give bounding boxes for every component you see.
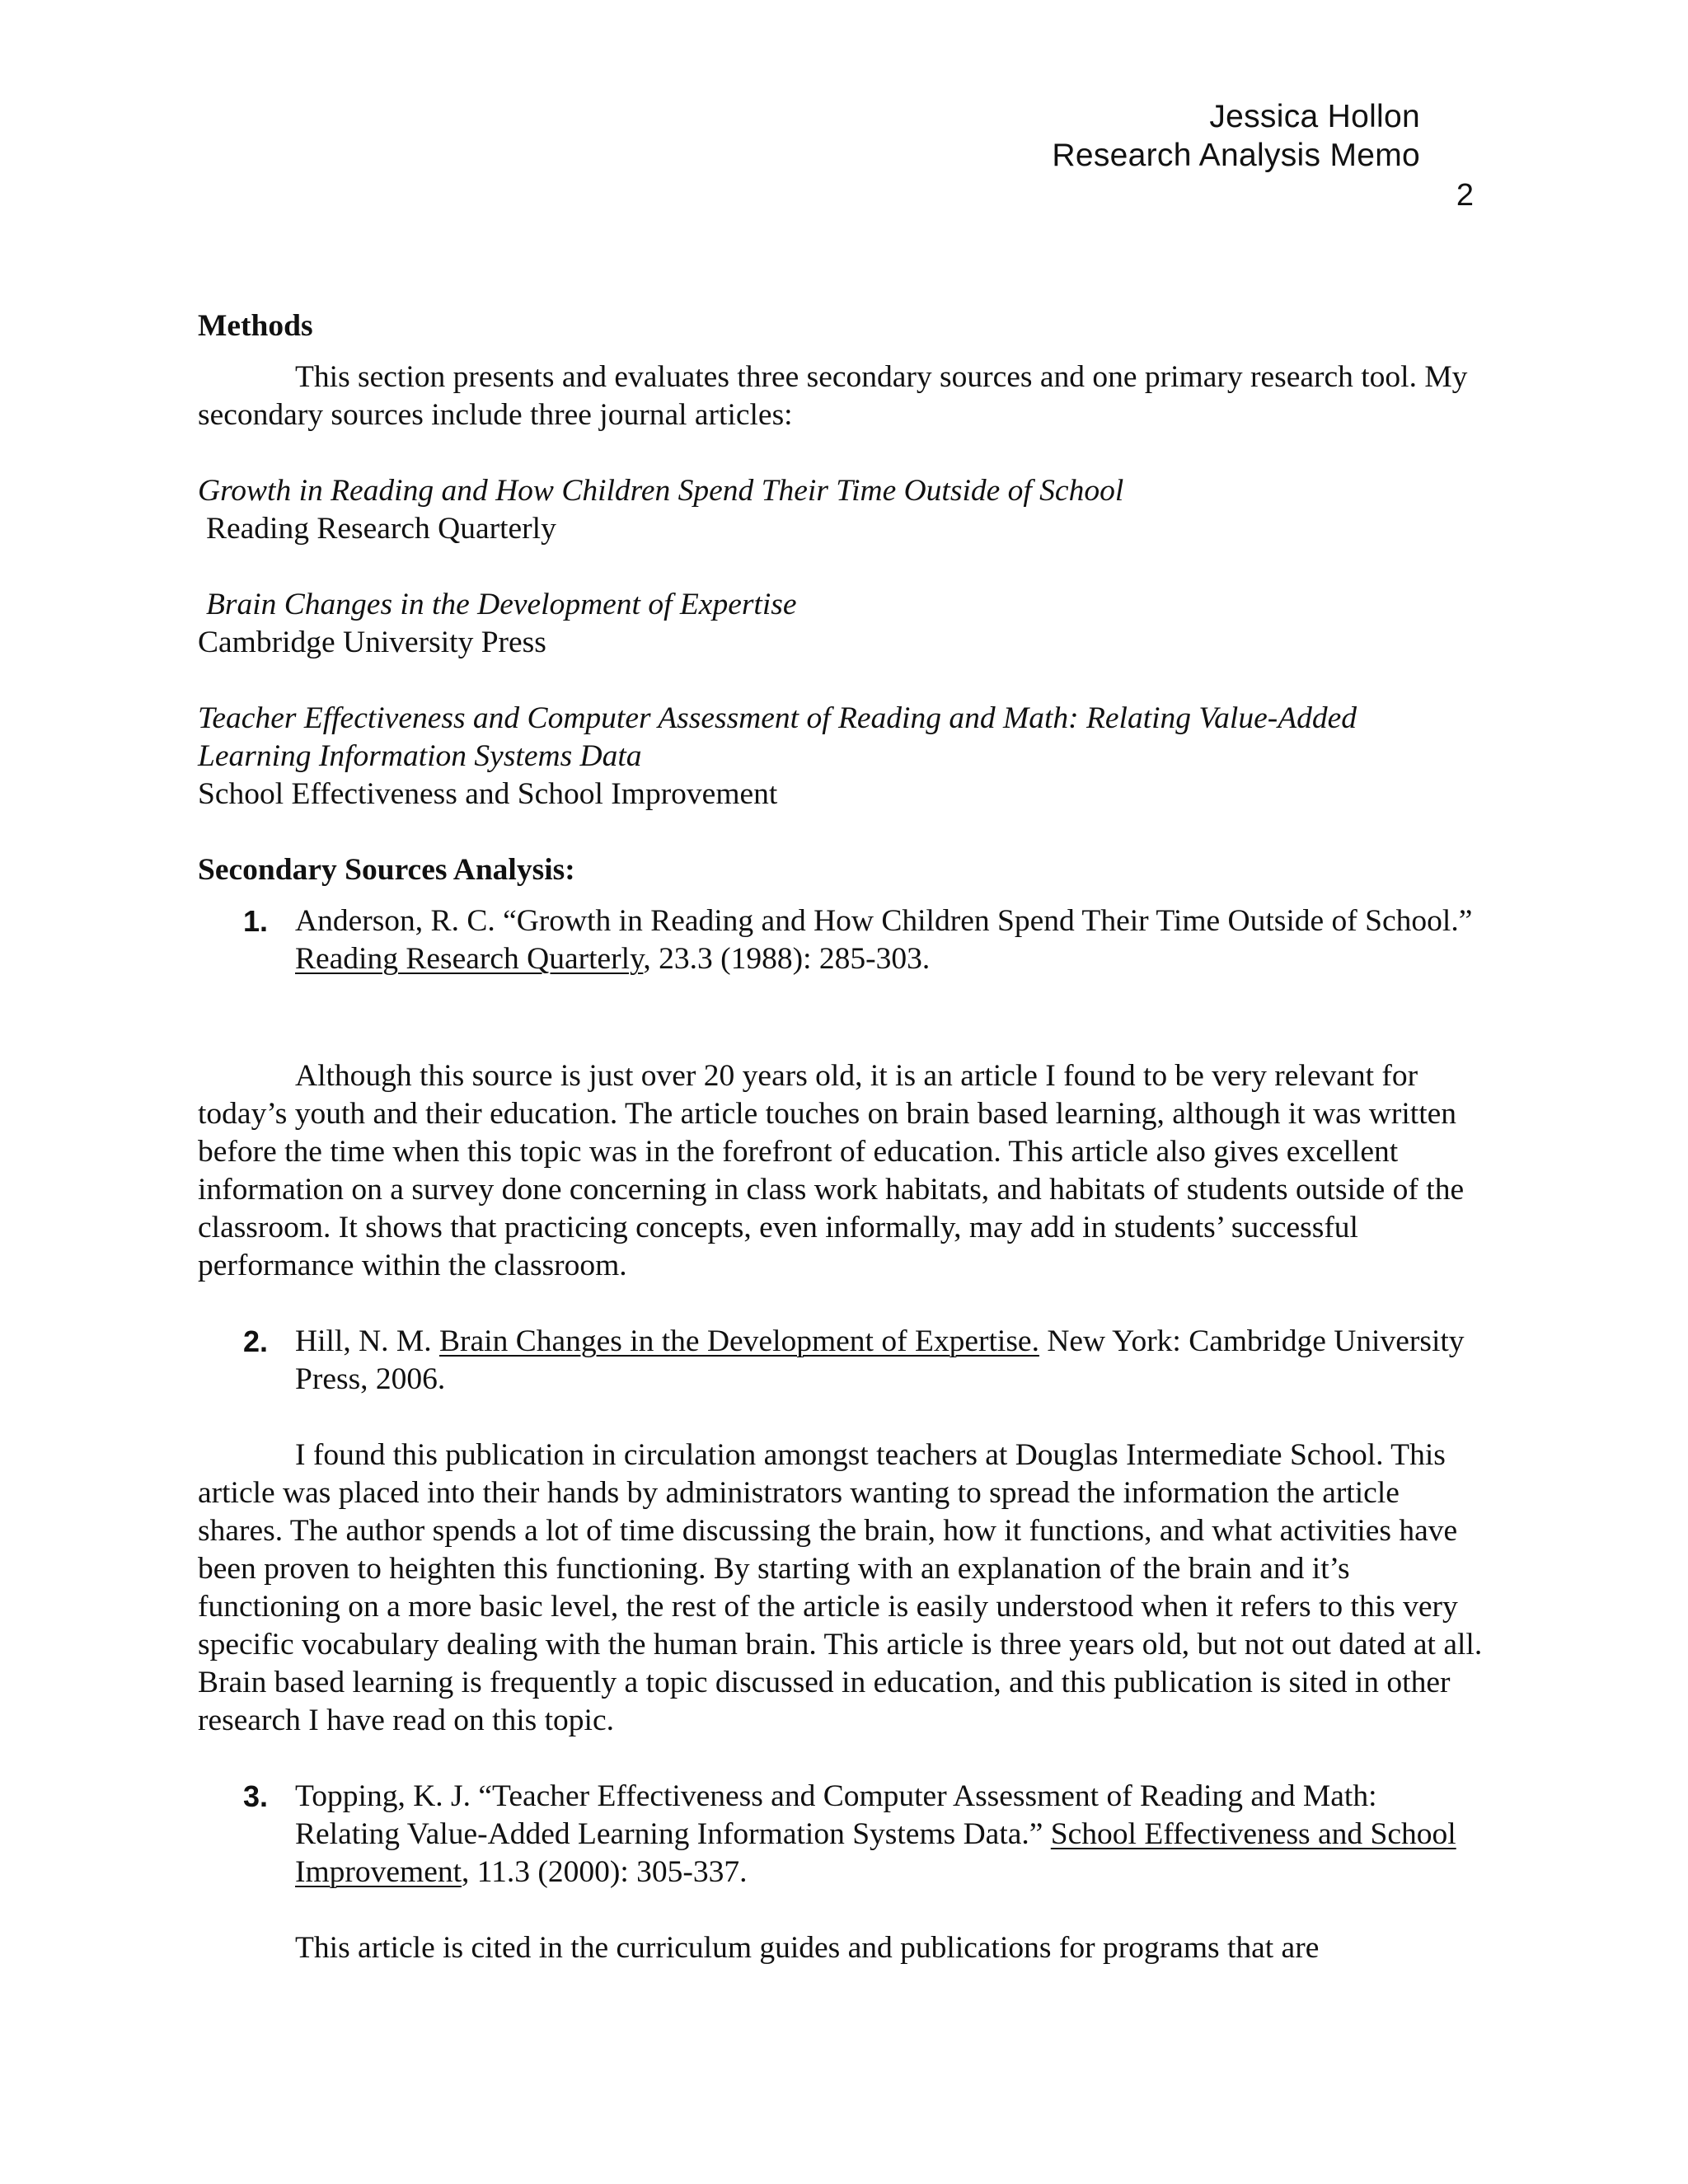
source-title: Teacher Effectiveness and Computer Assessment of Reading and Math: Relating Value-Added Learning Information Systems Data: [198, 701, 1357, 773]
memo-body: [198, 307, 1484, 1967]
running-header: [1052, 97, 1420, 175]
citation-publication: School Effectiveness and School Improvement: [295, 1817, 1456, 1889]
citation-number: 3.: [243, 1779, 269, 1813]
citation-item: [243, 1778, 1484, 1891]
citation-number: 2.: [243, 1324, 269, 1358]
citation-publication: Reading Research Quarterly: [295, 942, 644, 976]
citation-text: [295, 1778, 1484, 1891]
source-title: Growth in Reading and How Children Spend Their Time Outside of School: [198, 474, 1124, 508]
citation-text: [295, 1323, 1484, 1399]
citation-summary: I found this publication in circulation amongst teachers at Douglas Intermediate School. This article was placed into their hands by administrators wanting to spread the information the article shares. The author spends a lot of time discussing the brain, how it functions, and what activities have been proven to heighten this functioning. By starting with an explanation of the brain and it’s functioning on a more basic level, the rest of the article is easily understood when it refers to this very specific vocabulary dealing with the human brain. This article is three years old, but not out dated at all. Brain based learning is frequently a topic discussed in education, and this publication is sited in other research I have read on this topic.: [198, 1438, 1483, 1737]
citation-text-pre: Hill, N. M.: [295, 1324, 440, 1358]
source-list-item: [198, 586, 1484, 662]
citation-text-post: , 23.3 (1988): 285-303.: [643, 942, 931, 976]
citation-number: 1.: [243, 904, 269, 938]
citation-item: [243, 902, 1484, 978]
citation-text-pre: Anderson, R. C. “Growth in Reading and How Children Spend Their Time Outside of School.”: [295, 904, 1473, 938]
citation-text-post: , 11.3 (2000): 305-337.: [462, 1855, 748, 1889]
citation-text-post: New York: Cambridge University Press, 2006.: [295, 1324, 1465, 1396]
source-title: Brain Changes in the Development of Expertise: [206, 588, 797, 621]
page-number: 2: [1456, 178, 1474, 213]
citation-publication: Brain Changes in the Development of Expertise.: [439, 1324, 1039, 1358]
source-publisher: Cambridge University Press: [198, 626, 546, 659]
source-list-item: [198, 700, 1484, 813]
citation-item: [243, 1323, 1484, 1399]
document-title: Research Analysis Memo: [1052, 138, 1420, 173]
methods-heading: Methods: [198, 309, 313, 343]
citation-summary: Although this source is just over 20 years old, it is an article I found to be very relevant for today’s youth and their education. The article touches on brain based learning, although it was written before the time when this topic was in the forefront of education. This article also gives excellent information on a survey done concerning in class work habitats, and habitats of students outside of the classroom. It shows that practicing concepts, even informally, may add in students’ successful performance within the classroom.: [198, 1059, 1465, 1282]
author-name: Jessica Hollon: [1209, 99, 1420, 134]
citation-summary: This article is cited in the curriculum guides and publications for programs that are: [295, 1931, 1320, 1965]
methods-intro: This section presents and evaluates three secondary sources and one primary research tool. My secondary sources include three journal articles:: [198, 360, 1468, 432]
analysis-heading: Secondary Sources Analysis:: [198, 853, 575, 887]
source-list-item: [198, 472, 1484, 548]
source-publisher: Reading Research Quarterly: [206, 512, 556, 546]
citation-text: [295, 902, 1484, 978]
citation-text-pre: Topping, K. J. “Teacher Effectiveness and Computer Assessment of Reading and Math: Relating Value-Added Learning Information Systems Data.”: [295, 1779, 1377, 1851]
source-publisher: School Effectiveness and School Improvement: [198, 777, 778, 811]
